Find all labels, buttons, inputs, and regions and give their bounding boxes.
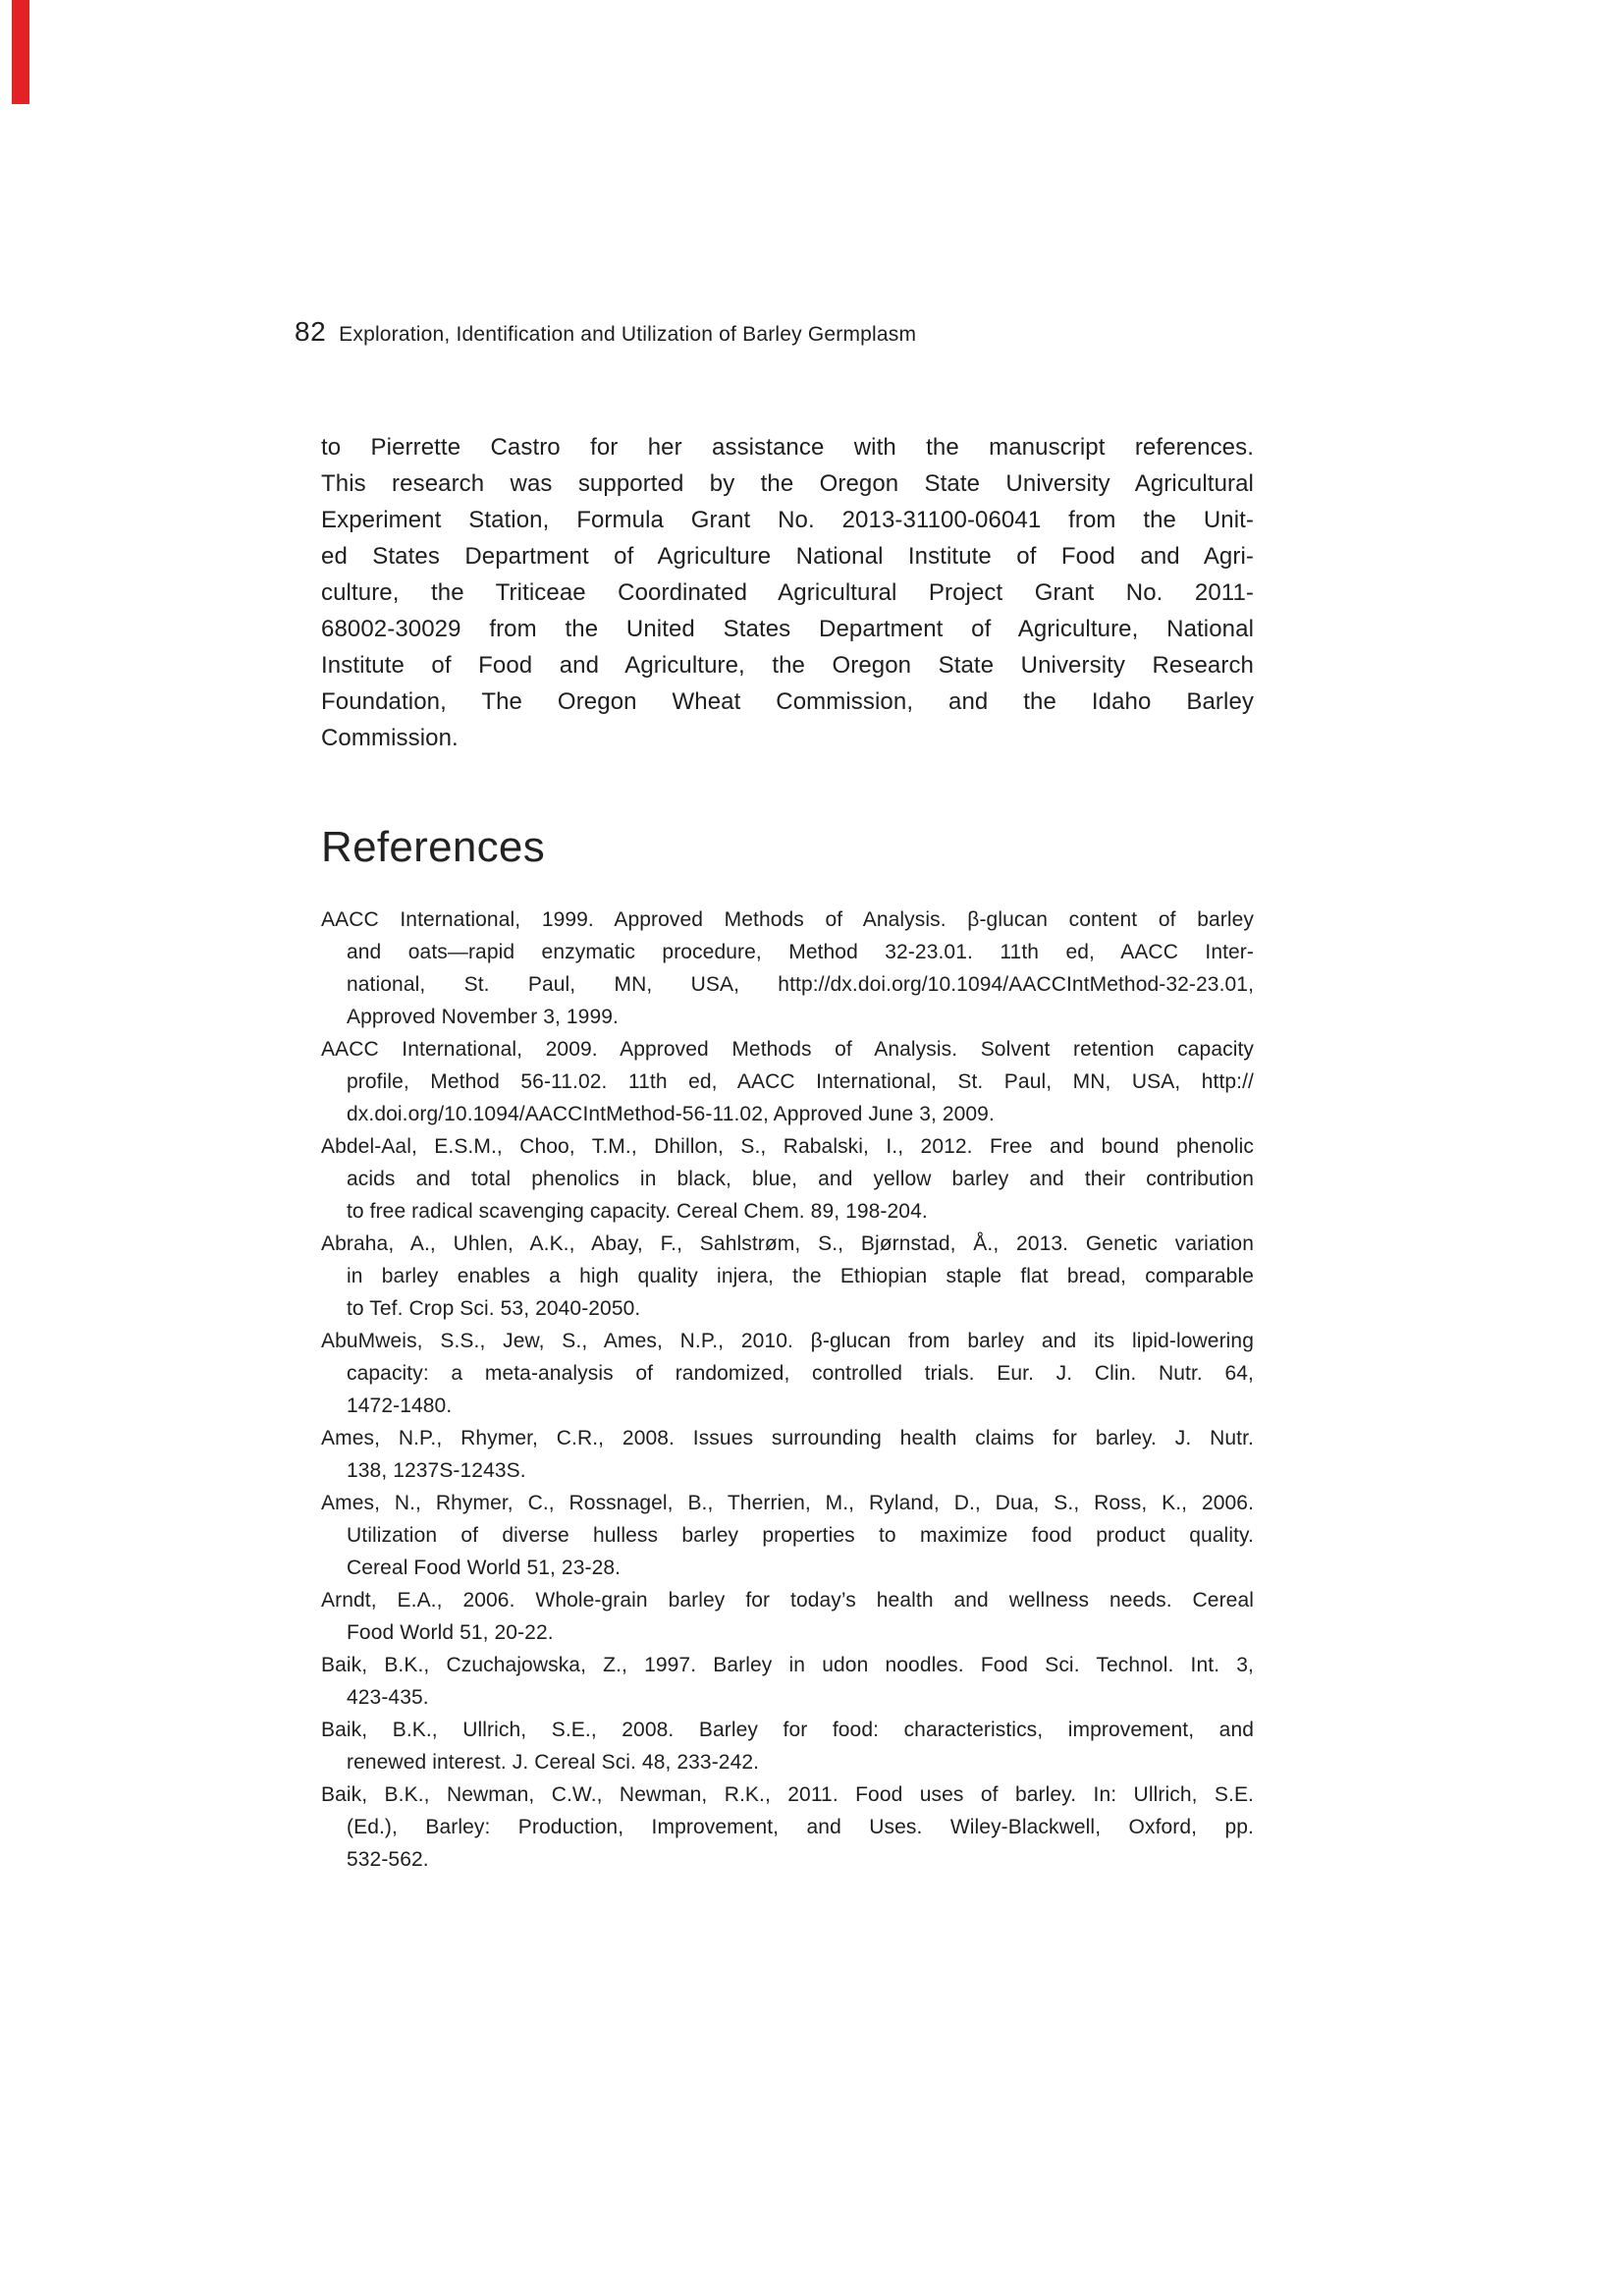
reference-entry — [321, 1033, 1254, 1130]
page-edge-red-mark — [12, 0, 29, 104]
reference-entry — [321, 1714, 1254, 1778]
reference-entry — [321, 903, 1254, 1033]
reference-line: Baik, B.K., Ullrich, S.E., 2008. Barley for food: characteristics, improvement, and — [321, 1719, 1254, 1741]
reference-line: 532-562. — [347, 1848, 429, 1871]
reference-line: profile, Method 56-11.02. 11th ed, AACC International, St. Paul, MN, USA, http:// — [347, 1070, 1254, 1093]
running-header — [295, 316, 916, 348]
reference-line: to free radical scavenging capacity. Cereal Chem. 89, 198-204. — [347, 1200, 928, 1223]
reference-line: Approved November 3, 1999. — [347, 1006, 619, 1028]
reference-line: Cereal Food World 51, 23-28. — [347, 1557, 622, 1579]
reference-line: Ames, N.P., Rhymer, C.R., 2008. Issues surrounding health claims for barley. J. Nutr. — [321, 1427, 1254, 1449]
references-heading: References — [321, 823, 546, 871]
reference-line: AACC International, 2009. Approved Methods of Analysis. Solvent retention capacity — [321, 1038, 1254, 1061]
reference-line: 423-435. — [347, 1686, 429, 1709]
reference-line: AbuMweis, S.S., Jew, S., Ames, N.P., 2010. β-glucan from barley and its lipid-lowering — [321, 1330, 1254, 1352]
reference-line: 1472-1480. — [347, 1394, 453, 1417]
reference-line: renewed interest. J. Cereal Sci. 48, 233-242. — [347, 1751, 760, 1774]
reference-line: AACC International, 1999. Approved Methods of Analysis. β-glucan content of barley — [321, 908, 1254, 931]
reference-line: Baik, B.K., Czuchajowska, Z., 1997. Barley in udon noodles. Food Sci. Technol. Int. 3, — [321, 1654, 1254, 1676]
reference-entry — [321, 1228, 1254, 1325]
reference-line: capacity: a meta-analysis of randomized, controlled trials. Eur. J. Clin. Nutr. 64, — [347, 1362, 1254, 1385]
reference-line: Arndt, E.A., 2006. Whole-grain barley for today’s health and wellness needs. Cereal — [321, 1589, 1254, 1612]
reference-line: dx.doi.org/10.1094/AACCIntMethod-56-11.02, Approved June 3, 2009. — [347, 1103, 995, 1125]
acknowledgments-line: Experiment Station, Formula Grant No. 2013-31100-06041 from the Unit- — [321, 507, 1254, 533]
reference-entry — [321, 1325, 1254, 1422]
reference-line: and oats—rapid enzymatic procedure, Method 32-23.01. 11th ed, AACC Inter- — [347, 941, 1254, 963]
reference-line: acids and total phenolics in black, blue, and yellow barley and their contribution — [347, 1168, 1254, 1190]
reference-line: Abraha, A., Uhlen, A.K., Abay, F., Sahlstrøm, S., Bjørnstad, Å., 2013. Genetic variation — [321, 1232, 1254, 1255]
acknowledgments-line: Institute of Food and Agriculture, the Oregon State University Research — [321, 652, 1254, 679]
references-list — [321, 903, 1254, 1876]
acknowledgments-line: This research was supported by the Oregon State University Agricultural — [321, 470, 1254, 497]
reference-line: (Ed.), Barley: Production, Improvement, and Uses. Wiley-Blackwell, Oxford, pp. — [347, 1816, 1254, 1838]
reference-line: Food World 51, 20-22. — [347, 1621, 554, 1644]
reference-entry — [321, 1584, 1254, 1649]
reference-entry — [321, 1487, 1254, 1584]
reference-line: national, St. Paul, MN, USA, http://dx.doi.org/10.1094/AACCIntMethod-32-23.01, — [347, 973, 1254, 996]
reference-line: in barley enables a high quality injera, the Ethiopian staple flat bread, comparable — [347, 1265, 1254, 1287]
page-number: 82 — [295, 316, 327, 347]
reference-line: Utilization of diverse hulless barley properties to maximize food product quality. — [347, 1524, 1254, 1547]
reference-line: Abdel-Aal, E.S.M., Choo, T.M., Dhillon, S., Rabalski, I., 2012. Free and bound phenolic — [321, 1135, 1254, 1158]
running-title: Exploration, Identification and Utilization of Barley Germplasm — [339, 323, 917, 346]
reference-entry — [321, 1130, 1254, 1228]
acknowledgments-line: Foundation, The Oregon Wheat Commission, and the Idaho Barley — [321, 688, 1254, 715]
reference-entry — [321, 1649, 1254, 1714]
reference-line: to Tef. Crop Sci. 53, 2040-2050. — [347, 1297, 641, 1320]
acknowledgments-paragraph — [321, 429, 1254, 756]
reference-entry — [321, 1778, 1254, 1876]
acknowledgments-line: to Pierrette Castro for her assistance with the manuscript references. — [321, 434, 1254, 461]
acknowledgments-line: 68002-30029 from the United States Department of Agriculture, National — [321, 616, 1254, 642]
reference-line: Baik, B.K., Newman, C.W., Newman, R.K., 2011. Food uses of barley. In: Ullrich, S.E. — [321, 1783, 1254, 1806]
acknowledgments-line: culture, the Triticeae Coordinated Agricultural Project Grant No. 2011- — [321, 579, 1254, 606]
reference-line: 138, 1237S-1243S. — [347, 1459, 526, 1482]
reference-entry — [321, 1422, 1254, 1487]
acknowledgments-line: ed States Department of Agriculture National Institute of Food and Agri- — [321, 543, 1254, 570]
acknowledgments-line: Commission. — [321, 725, 459, 751]
reference-line: Ames, N., Rhymer, C., Rossnagel, B., Therrien, M., Ryland, D., Dua, S., Ross, K., 2006. — [321, 1492, 1254, 1514]
